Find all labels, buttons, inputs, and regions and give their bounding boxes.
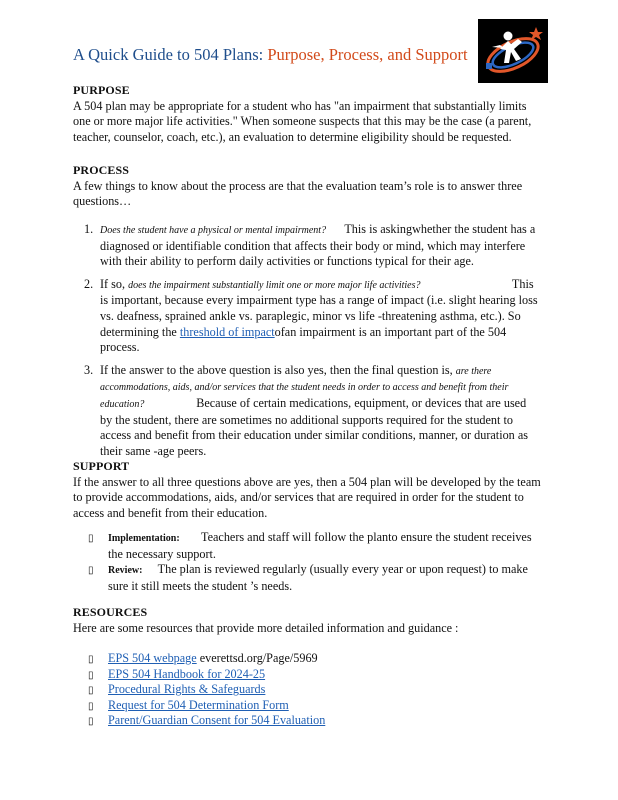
support-section xyxy=(73,459,543,521)
bullet-icon: ▯ xyxy=(88,533,94,544)
support-heading: SUPPORT xyxy=(73,459,130,473)
item-text: This is askingwhether the student has a diagnosed or identifiable condition that affects their body or mind, which may interfere with their ability to perform daily activities or functions typical for their age. xyxy=(100,222,536,269)
item-number: 2. xyxy=(84,276,94,291)
question-text: does the impairment substantially limit one or more major life activities? xyxy=(128,279,421,291)
bullet-icon: ▯ xyxy=(88,700,94,712)
determination-form-link[interactable]: Request for 504 Determination Form xyxy=(108,697,289,712)
item-text: This is important, because every impairment type has a range of impact (i.e. slight hearing loss vs. deafness, sprained ankle vs. paraplegic, minor vs life -threatening asthma, etc.). So determining the xyxy=(100,276,538,339)
webpage-url: everettsd.org/Page/5969 xyxy=(196,651,318,665)
procedural-rights-link[interactable]: Procedural Rights & Safeguards xyxy=(108,682,266,697)
bullet-text: The plan is reviewed regularly (usually every year or upon request) to make sure it still meets the student ’s needs. xyxy=(108,562,528,593)
resources-section xyxy=(73,605,543,636)
question-text: Does the student have a physical or mental impairment? xyxy=(100,225,327,236)
process-section xyxy=(73,163,543,210)
purpose-heading: PURPOSE xyxy=(73,83,130,97)
item-pre: If so, xyxy=(100,276,129,291)
list-item xyxy=(88,562,538,594)
bullet-icon: ▯ xyxy=(88,716,94,728)
threshold-of-impact-link[interactable]: threshold of impact xyxy=(179,324,275,339)
list-item xyxy=(88,667,528,683)
purpose-text: A 504 plan may be appropriate for a student who has "an impairment that substantially limits one or more major life activities." When someone suspects that this may be the case (a parent, teacher, counselor, coach, etc.), an evaluation to determine eligibility should be requested. xyxy=(73,98,532,144)
list-item xyxy=(88,530,538,562)
handbook-link[interactable]: EPS 504 Handbook for 2024-25 xyxy=(108,666,266,681)
list-item xyxy=(88,713,528,729)
bullet-icon: ▯ xyxy=(88,685,94,697)
item-pre: If the answer to the above question is also yes, then the final question is, xyxy=(100,362,456,377)
list-item xyxy=(88,651,528,667)
bullet-icon: ▯ xyxy=(88,654,94,665)
purpose-section xyxy=(73,83,543,145)
list-item xyxy=(84,222,540,270)
process-heading: PROCESS xyxy=(73,163,130,177)
bullet-label: Review: xyxy=(108,565,143,577)
resources-intro: Here are some resources that provide more detailed information and guidance : xyxy=(73,620,459,635)
bullet-icon: ▯ xyxy=(88,669,94,681)
bullet-icon: ▯ xyxy=(88,565,94,577)
eps-504-webpage-link[interactable]: EPS 504 webpage xyxy=(108,651,197,665)
title-part1: A Quick Guide to 504 Plans: xyxy=(73,45,268,64)
title-part2: Purpose, Process, and Support xyxy=(267,45,468,64)
question-text: are there accommodations, aids, and/or services that the student needs in order to access and benefit from their education? xyxy=(100,365,509,410)
item-number: 3. xyxy=(84,362,94,377)
process-list xyxy=(84,222,540,466)
item-number: 1. xyxy=(84,222,94,236)
list-item xyxy=(88,682,528,698)
page-title xyxy=(73,45,468,65)
bullet-text: Teachers and staff will follow the planto ensure the student receives the necessary support. xyxy=(108,530,532,561)
resources-heading: RESOURCES xyxy=(73,605,148,619)
list-item xyxy=(84,363,540,460)
list-item xyxy=(84,277,540,356)
process-intro: A few things to know about the process are that the evaluation team’s role is to answer three questions… xyxy=(73,178,523,209)
consent-link[interactable]: Parent/Guardian Consent for 504 Evaluation xyxy=(108,713,326,728)
list-item xyxy=(88,698,528,714)
support-bullets xyxy=(88,530,538,594)
bullet-label: Implementation: xyxy=(108,533,180,544)
item-text: Because of certain medications, equipment, or devices that are used by the student, there are sometimes no additional supports required for the student to access and benefit from their education under similar conditions, manner, or duration as their same -age peers. xyxy=(100,395,528,458)
resources-list xyxy=(88,651,528,729)
district-logo xyxy=(478,19,548,83)
item-text-2: ofan impairment is an important part of the 504 process. xyxy=(100,324,507,355)
support-text: If the answer to all three questions above are yes, then a 504 plan will be developed by the team to provide accommodations, aids, and/or services that are required in order for the student to access and benefit from their education. xyxy=(73,474,541,520)
